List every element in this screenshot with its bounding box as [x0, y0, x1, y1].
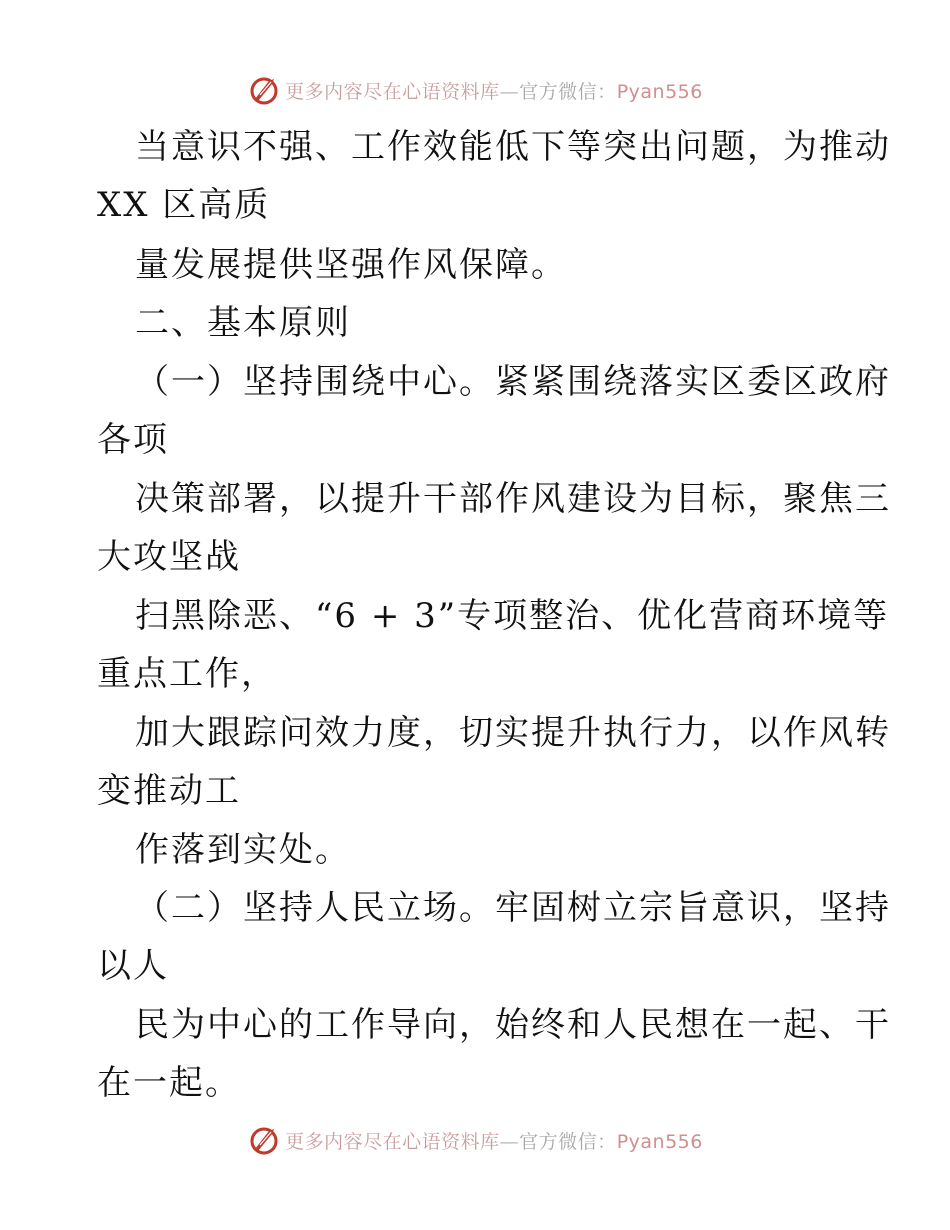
text-line: 重点工作， [97, 654, 277, 694]
text-line: 以人 [97, 946, 169, 986]
section-heading: 二、基本原则 [135, 303, 351, 343]
watermark-id: Pyan556 [616, 1130, 703, 1153]
watermark-dash: — [499, 80, 520, 103]
text-line: 量发展提供坚强作风保障。 [135, 245, 567, 285]
text-line: 当意识不强、工作效能低下等突出问题，为推动 [135, 127, 891, 167]
watermark-dash: — [499, 1130, 520, 1153]
text-line: 扫黑除恶、“6 + 3”专项整治、优化营商环境等 [135, 596, 890, 636]
text-line: 在一起。 [97, 1063, 241, 1103]
text-line: 大攻坚战 [97, 537, 241, 577]
feather-pen-logo-icon [247, 1123, 281, 1157]
text-line: （二）坚持人民立场。牢固树立宗旨意识，坚持 [135, 888, 891, 928]
text-line: 民为中心的工作导向，始终和人民想在一起、干 [135, 1005, 891, 1045]
watermark-text [285, 1127, 703, 1154]
text-line: 作落到实处。 [135, 830, 351, 870]
watermark-id: Pyan556 [616, 80, 703, 103]
watermark-site: 更多内容尽在心语资料库 [285, 80, 500, 103]
watermark-label: 官方微信： [519, 80, 617, 103]
text-line: 各项 [97, 420, 169, 460]
text-line: 加大跟踪问效力度，切实提升执行力，以作风转 [135, 713, 891, 753]
text-line: 变推动工 [97, 771, 241, 811]
watermark-site: 更多内容尽在心语资料库 [285, 1130, 500, 1153]
text-line: XX 区高质 [97, 185, 271, 225]
watermark-label: 官方微信： [519, 1130, 617, 1153]
page-footer-watermark [0, 1120, 950, 1160]
text-line: （一）坚持围绕中心。紧紧围绕落实区委区政府 [135, 362, 891, 402]
text-line: 决策部署，以提升干部作风建设为目标，聚焦三 [135, 479, 891, 519]
